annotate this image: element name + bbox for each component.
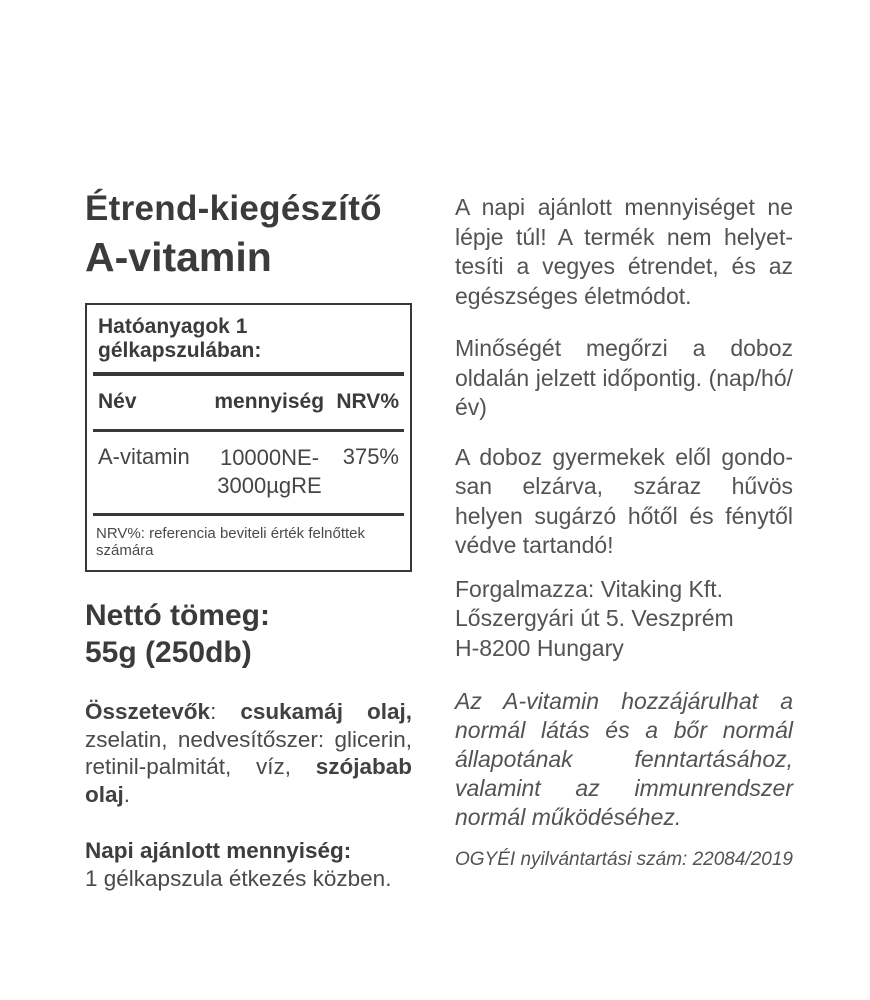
active-ingredients-table <box>85 303 412 572</box>
storage-paragraph: A doboz gyermekek elől gondosan elzárva, száraz hűvös helyen sugárzó hőtől és fénytől védve tartandó! <box>455 443 793 558</box>
daily-dose-label: Napi ajánlott mennyiség: <box>85 838 352 863</box>
product-name-title: A-vitamin <box>85 234 272 280</box>
ingredient-bold-1: csukamáj olaj, <box>240 699 412 724</box>
net-weight-label: Nettó tömeg: <box>85 599 270 632</box>
ingredient-nrv-cell: 375% <box>342 444 399 469</box>
nrv-footnote: NRV%: referencia beviteli érték felnőttek számára <box>96 525 366 559</box>
ingredients-paragraph <box>85 698 412 808</box>
distributor-line-2: Lőszergyári út 5. Veszprém <box>455 605 734 631</box>
registration-number: OGYÉI nyilvántartási szám: 22084/2019 <box>455 849 793 870</box>
left-column <box>85 188 412 893</box>
shelf-life-paragraph: Minőségét megőrzi a doboz oldalán jelzett időpontig. (nap/hó/év) <box>455 335 793 420</box>
table-caption: Hatóanyagok 1 gélkapszulában: <box>98 315 262 362</box>
ingredients-period: . <box>123 781 131 807</box>
column-header-amount: mennyiség <box>214 390 325 413</box>
daily-dose <box>85 837 412 893</box>
ingredient-name-cell: A-vitamin <box>98 444 190 469</box>
ingredient-bold-2: szójabab olaj <box>85 754 412 807</box>
amount-line-2: 3000µgRE <box>217 473 322 498</box>
distributor-line-3: H-8200 Hungary <box>455 634 624 661</box>
net-weight <box>85 597 412 671</box>
amount-line-1: 10000NE- <box>219 445 320 470</box>
distributor-info-block <box>455 575 793 664</box>
ingredients-label: Összetevők <box>85 699 211 724</box>
column-header-name: Név <box>98 390 137 413</box>
table-row <box>87 432 410 513</box>
distributor-line-1: Forgalmazza: Vitaking Kft. <box>455 575 724 602</box>
ingredients-separator: : <box>210 699 241 724</box>
table-header-row <box>87 376 410 429</box>
health-claim-paragraph: Az A-vitamin hozzájárulhat a normál látás és a bőr normál állapotának fenntartásához, valamint az immunrendszer normál működéséhez. <box>455 688 793 830</box>
warning-paragraph: A napi ajánlott mennyiséget ne lépje túl! A termék nem helyettesíti a vegyes étrendet, és az egészséges életmódot. <box>455 194 793 309</box>
column-header-nrv: NRV% <box>336 390 399 413</box>
daily-dose-text: 1 gélkapszula étkezés közben. <box>85 866 392 891</box>
net-weight-value: 55g (250db) <box>85 636 252 669</box>
product-type-title: Étrend-kiegészítő <box>85 189 382 228</box>
ingredient-amount-cell <box>216 444 323 500</box>
ingredient-regular-1: zselatin, nedvesítőszer: glicerin, retinil-palmitát, víz, <box>85 726 412 779</box>
right-column <box>455 193 793 872</box>
